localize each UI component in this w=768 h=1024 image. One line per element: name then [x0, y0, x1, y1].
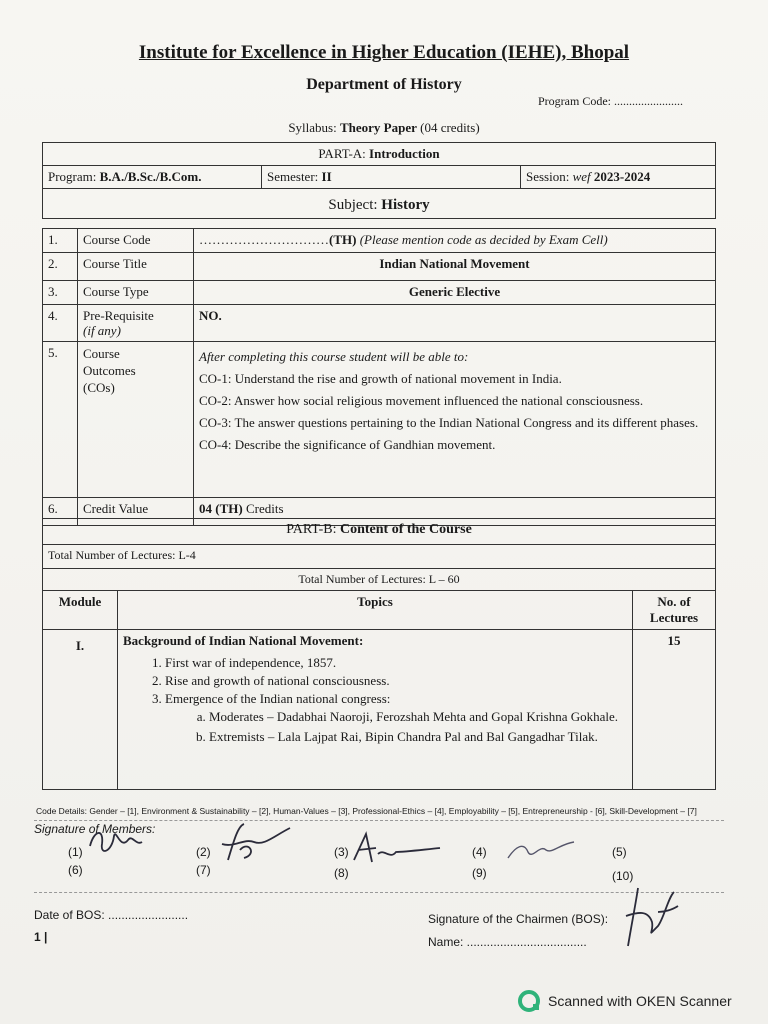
course-code-dots: ………………………… — [199, 232, 329, 247]
program-label: Program: — [48, 169, 97, 184]
subject-label: Subject: — [328, 197, 378, 213]
sig-num: (3) — [334, 845, 349, 859]
semester-cell — [262, 166, 521, 189]
co-label-1: Course — [83, 346, 120, 361]
row-number: 1. — [43, 229, 78, 253]
syllabus-credits: (04 credits) — [420, 120, 480, 135]
sig-num: (4) — [472, 845, 487, 859]
course-code-label: Course Code — [78, 229, 194, 253]
sig-num: (5) — [612, 845, 627, 859]
session-cell — [521, 166, 716, 189]
module-number: I. — [43, 630, 118, 790]
total-lectures-2: Total Number of Lectures: L – 60 — [43, 569, 716, 591]
row-number: 4. — [43, 305, 78, 342]
part-a-prefix: PART-A: — [318, 146, 366, 161]
sig-num: (2) — [196, 845, 211, 859]
topic-item: 2. Rise and growth of national consciousness. — [165, 673, 627, 689]
signature-3-icon — [348, 830, 444, 866]
scanner-text: Scanned with OKEN Scanner — [548, 993, 732, 1009]
code-details: Code Details: Gender – [1], Environment & Sustainability – [2], Human-Values – [3], Professional-Ethics – [4], Employability – [5], Entrepreneurship - [6], Skill-Development – [7] — [36, 806, 697, 816]
signature-2-icon — [214, 820, 294, 864]
sig-num: (8) — [334, 866, 349, 880]
row-number: 3. — [43, 281, 78, 305]
divider — [34, 820, 724, 821]
part-a-heading — [43, 143, 716, 166]
module-lectures: 15 — [633, 630, 716, 790]
session-value: 2023-2024 — [593, 169, 651, 184]
part-b-bold: Content of the Course — [339, 522, 472, 537]
subtopic-item: a. Moderates – Dadabhai Naoroji, Ferozshah Mehta and Gopal Krishna Gokhale. — [209, 709, 627, 725]
scanner-logo-icon — [518, 990, 540, 1012]
program-value: B.A./B.Sc./B.Com. — [99, 169, 202, 184]
part-a-table — [42, 142, 716, 219]
co-2: CO-2: Answer how social religious movement influenced the national consciousness. — [199, 393, 644, 408]
date-of-bos: Date of BOS: ........................ — [34, 908, 189, 922]
subtopic-list — [165, 709, 627, 745]
syllabus-type: Theory Paper — [339, 120, 417, 135]
prerequisite-value: NO. — [194, 305, 716, 342]
program-code: Program Code: ....................... — [538, 94, 683, 108]
topic-list — [123, 655, 627, 745]
department-title: Department of History — [306, 76, 462, 93]
course-title-label: Course Title — [78, 253, 194, 281]
co-label-2: Outcomes — [83, 363, 136, 378]
course-outcomes-list — [194, 342, 716, 498]
part-b-prefix: PART-B: — [286, 522, 337, 537]
semester-value: II — [321, 169, 332, 184]
chairman-name: Name: .................................... — [428, 935, 587, 949]
credit-value-label: Credit Value — [78, 498, 194, 526]
signature-4-icon — [504, 836, 576, 864]
credit-value-text: Credits — [245, 501, 284, 516]
row-number: 6. — [43, 498, 78, 526]
total-lectures-1: Total Number of Lectures: L-4 — [43, 545, 716, 569]
signature-1-icon — [84, 822, 144, 862]
course-code-value — [194, 229, 716, 253]
part-b-heading — [43, 519, 716, 545]
co-3: CO-3: The answer questions pertaining to the Indian National Congress and its different phases. — [199, 415, 699, 430]
co-1: CO-1: Understand the rise and growth of national movement in India. — [199, 371, 562, 386]
prerequisite-label — [78, 305, 194, 342]
course-details-table — [42, 228, 716, 526]
sig-num: (10) — [612, 869, 634, 883]
page-number: 1 | — [34, 930, 48, 944]
col-lectures: No. of Lectures — [633, 591, 716, 630]
module-title: Background of Indian National Movement: — [123, 633, 364, 648]
syllabus-prefix: Syllabus: — [288, 120, 337, 135]
row-number: 5. — [43, 342, 78, 498]
co-intro: After completing this course student will be able to: — [199, 349, 469, 364]
co-label-3: (COs) — [83, 380, 115, 395]
session-wef: wef — [572, 169, 591, 184]
chairman-signature-icon — [618, 882, 682, 952]
scanner-footer — [518, 990, 732, 1012]
credit-value-bold: 04 (TH) — [199, 501, 243, 516]
topic-item-text: Emergence of the Indian national congress: — [165, 691, 391, 706]
sig-num: (1) — [68, 845, 83, 859]
subtopic-item: b. Extremists – Lala Lajpat Rai, Bipin Chandra Pal and Bal Gangadhar Tilak. — [209, 729, 627, 745]
prerequisite-if-any: (if any) — [83, 323, 121, 338]
institute-title: Institute for Excellence in Higher Education (IEHE), Bhopal — [138, 42, 630, 63]
sig-num: (7) — [196, 863, 211, 877]
course-code-th: (TH) — [329, 232, 357, 247]
course-type-value: Generic Elective — [194, 281, 716, 305]
module-topics — [118, 630, 633, 790]
sig-num: (6) — [68, 863, 83, 877]
prerequisite-label-text: Pre-Requisite — [83, 308, 154, 323]
col-module: Module — [43, 591, 118, 630]
part-a-bold: Introduction — [369, 146, 440, 161]
program-cell — [43, 166, 262, 189]
subject-cell — [43, 189, 716, 219]
course-code-note: (Please mention code as decided by Exam Cell) — [359, 232, 608, 247]
topic-item — [165, 691, 627, 745]
course-title-value: Indian National Movement — [194, 253, 716, 281]
session-label: Session: — [526, 169, 570, 184]
chairman-signature-label: Signature of the Chairmen (BOS): — [428, 912, 609, 926]
syllabus-line — [0, 120, 768, 136]
subject-value: History — [381, 197, 430, 213]
course-outcomes-label — [78, 342, 194, 498]
sig-num: (9) — [472, 866, 487, 880]
col-topics: Topics — [118, 591, 633, 630]
row-number: 2. — [43, 253, 78, 281]
signature-heading: Signature of Members: — [34, 822, 156, 836]
course-type-label: Course Type — [78, 281, 194, 305]
semester-label: Semester: — [267, 169, 319, 184]
co-4: CO-4: Describe the significance of Gandhian movement. — [199, 437, 496, 452]
part-b-table — [42, 518, 716, 790]
topic-item: 1. First war of independence, 1857. — [165, 655, 627, 671]
